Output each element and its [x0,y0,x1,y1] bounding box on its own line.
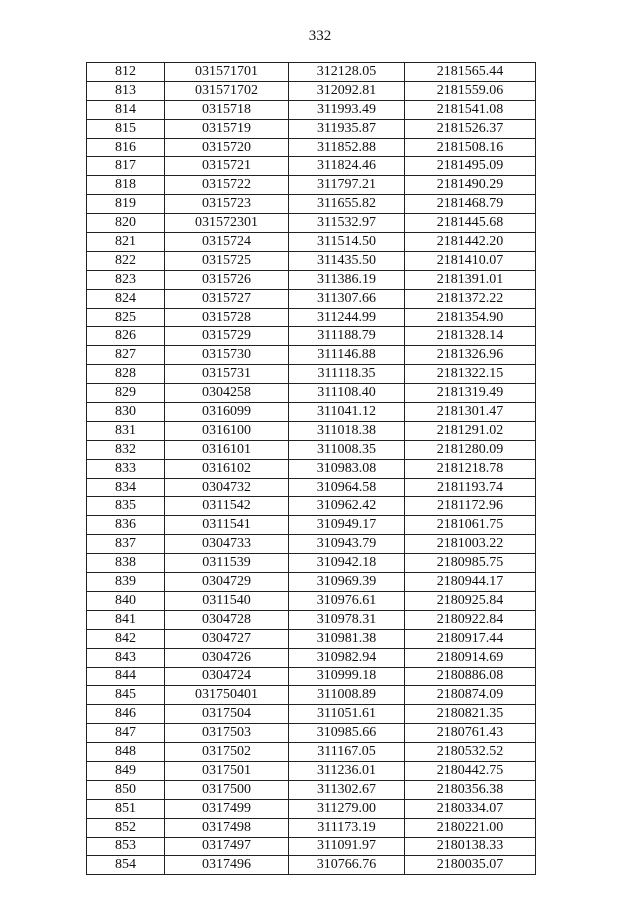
point-id-cell: 0316100 [165,421,289,440]
table-body [87,63,536,875]
row-number-cell: 850 [87,780,165,799]
point-id-cell: 0317500 [165,780,289,799]
table-row [87,648,536,667]
coordinates-table [86,62,536,875]
x-coordinate-cell: 311041.12 [289,403,405,422]
row-number-cell: 819 [87,195,165,214]
x-coordinate-cell: 311118.35 [289,365,405,384]
point-id-cell: 031750401 [165,686,289,705]
point-id-cell: 0315721 [165,157,289,176]
point-id-cell: 0317501 [165,761,289,780]
table-row [87,63,536,82]
row-number-cell: 825 [87,308,165,327]
y-coordinate-cell: 2181526.37 [405,119,536,138]
row-number-cell: 823 [87,270,165,289]
table-row [87,214,536,233]
x-coordinate-cell: 311173.19 [289,818,405,837]
point-id-cell: 0304726 [165,648,289,667]
table-row [87,780,536,799]
x-coordinate-cell: 312092.81 [289,81,405,100]
row-number-cell: 828 [87,365,165,384]
y-coordinate-cell: 2181301.47 [405,403,536,422]
table-row [87,591,536,610]
y-coordinate-cell: 2181061.75 [405,516,536,535]
x-coordinate-cell: 311008.89 [289,686,405,705]
y-coordinate-cell: 2180985.75 [405,554,536,573]
point-id-cell: 0315719 [165,119,289,138]
table-row [87,610,536,629]
y-coordinate-cell: 2180035.07 [405,856,536,875]
table-row [87,497,536,516]
row-number-cell: 820 [87,214,165,233]
table-row [87,384,536,403]
point-id-cell: 0311542 [165,497,289,516]
point-id-cell: 0316101 [165,440,289,459]
table-row [87,233,536,252]
point-id-cell: 031572301 [165,214,289,233]
table-row [87,554,536,573]
table-row [87,270,536,289]
point-id-cell: 0304733 [165,535,289,554]
row-number-cell: 817 [87,157,165,176]
x-coordinate-cell: 311993.49 [289,100,405,119]
y-coordinate-cell: 2181541.08 [405,100,536,119]
x-coordinate-cell: 312128.05 [289,63,405,82]
row-number-cell: 832 [87,440,165,459]
x-coordinate-cell: 311008.35 [289,440,405,459]
point-id-cell: 0311541 [165,516,289,535]
table-row [87,195,536,214]
y-coordinate-cell: 2180922.84 [405,610,536,629]
point-id-cell: 0315730 [165,346,289,365]
row-number-cell: 814 [87,100,165,119]
point-id-cell: 0304727 [165,629,289,648]
y-coordinate-cell: 2181003.22 [405,535,536,554]
point-id-cell: 0315728 [165,308,289,327]
point-id-cell: 0317498 [165,818,289,837]
y-coordinate-cell: 2180914.69 [405,648,536,667]
x-coordinate-cell: 310964.58 [289,478,405,497]
x-coordinate-cell: 310949.17 [289,516,405,535]
y-coordinate-cell: 2180874.09 [405,686,536,705]
x-coordinate-cell: 311091.97 [289,837,405,856]
table-row [87,478,536,497]
table-row [87,573,536,592]
table-row [87,535,536,554]
point-id-cell: 0304728 [165,610,289,629]
x-coordinate-cell: 311236.01 [289,761,405,780]
point-id-cell: 0315718 [165,100,289,119]
table-row [87,743,536,762]
x-coordinate-cell: 310976.61 [289,591,405,610]
y-coordinate-cell: 2180334.07 [405,799,536,818]
table-row [87,176,536,195]
x-coordinate-cell: 310978.31 [289,610,405,629]
point-id-cell: 0315726 [165,270,289,289]
row-number-cell: 833 [87,459,165,478]
table-row [87,856,536,875]
x-coordinate-cell: 311435.50 [289,251,405,270]
x-coordinate-cell: 310969.39 [289,573,405,592]
y-coordinate-cell: 2181372.22 [405,289,536,308]
x-coordinate-cell: 311797.21 [289,176,405,195]
table-row [87,667,536,686]
row-number-cell: 835 [87,497,165,516]
y-coordinate-cell: 2181326.96 [405,346,536,365]
y-coordinate-cell: 2181280.09 [405,440,536,459]
row-number-cell: 812 [87,63,165,82]
row-number-cell: 839 [87,573,165,592]
y-coordinate-cell: 2181565.44 [405,63,536,82]
y-coordinate-cell: 2181468.79 [405,195,536,214]
page-number: 332 [308,28,332,44]
x-coordinate-cell: 311167.05 [289,743,405,762]
x-coordinate-cell: 310981.38 [289,629,405,648]
row-number-cell: 854 [87,856,165,875]
x-coordinate-cell: 311307.66 [289,289,405,308]
table-row [87,459,536,478]
y-coordinate-cell: 2181354.90 [405,308,536,327]
table-row [87,346,536,365]
point-id-cell: 0311539 [165,554,289,573]
point-id-cell: 0304724 [165,667,289,686]
row-number-cell: 852 [87,818,165,837]
y-coordinate-cell: 2180138.33 [405,837,536,856]
point-id-cell: 0315727 [165,289,289,308]
point-id-cell: 0317504 [165,705,289,724]
row-number-cell: 831 [87,421,165,440]
y-coordinate-cell: 2180761.43 [405,724,536,743]
x-coordinate-cell: 310962.42 [289,497,405,516]
row-number-cell: 840 [87,591,165,610]
row-number-cell: 813 [87,81,165,100]
point-id-cell: 0317499 [165,799,289,818]
row-number-cell: 841 [87,610,165,629]
x-coordinate-cell: 310943.79 [289,535,405,554]
point-id-cell: 0316102 [165,459,289,478]
y-coordinate-cell: 2180356.38 [405,780,536,799]
row-number-cell: 834 [87,478,165,497]
row-number-cell: 836 [87,516,165,535]
row-number-cell: 821 [87,233,165,252]
table-row [87,403,536,422]
x-coordinate-cell: 311852.88 [289,138,405,157]
table-row [87,516,536,535]
x-coordinate-cell: 311018.38 [289,421,405,440]
table-row [87,289,536,308]
row-number-cell: 830 [87,403,165,422]
table-row [87,365,536,384]
row-number-cell: 845 [87,686,165,705]
x-coordinate-cell: 311051.61 [289,705,405,724]
y-coordinate-cell: 2180925.84 [405,591,536,610]
table-row [87,818,536,837]
table-row [87,157,536,176]
x-coordinate-cell: 311188.79 [289,327,405,346]
point-id-cell: 0317497 [165,837,289,856]
table-row [87,724,536,743]
row-number-cell: 818 [87,176,165,195]
y-coordinate-cell: 2181445.68 [405,214,536,233]
row-number-cell: 829 [87,384,165,403]
y-coordinate-cell: 2181490.29 [405,176,536,195]
row-number-cell: 815 [87,119,165,138]
x-coordinate-cell: 310985.66 [289,724,405,743]
x-coordinate-cell: 311244.99 [289,308,405,327]
x-coordinate-cell: 311279.00 [289,799,405,818]
row-number-cell: 843 [87,648,165,667]
point-id-cell: 0304732 [165,478,289,497]
point-id-cell: 0315724 [165,233,289,252]
point-id-cell: 0315729 [165,327,289,346]
y-coordinate-cell: 2181291.02 [405,421,536,440]
point-id-cell: 0315720 [165,138,289,157]
point-id-cell: 0317496 [165,856,289,875]
table-row [87,308,536,327]
y-coordinate-cell: 2180221.00 [405,818,536,837]
row-number-cell: 844 [87,667,165,686]
table-row [87,799,536,818]
table-row [87,761,536,780]
point-id-cell: 0304729 [165,573,289,592]
row-number-cell: 826 [87,327,165,346]
point-id-cell: 0315723 [165,195,289,214]
table-row [87,327,536,346]
point-id-cell: 031571702 [165,81,289,100]
table-row [87,837,536,856]
table-row [87,138,536,157]
x-coordinate-cell: 311108.40 [289,384,405,403]
table-row [87,251,536,270]
x-coordinate-cell: 310982.94 [289,648,405,667]
point-id-cell: 0315725 [165,251,289,270]
y-coordinate-cell: 2181172.96 [405,497,536,516]
y-coordinate-cell: 2181508.16 [405,138,536,157]
x-coordinate-cell: 311146.88 [289,346,405,365]
row-number-cell: 846 [87,705,165,724]
x-coordinate-cell: 311824.46 [289,157,405,176]
point-id-cell: 0317502 [165,743,289,762]
row-number-cell: 851 [87,799,165,818]
x-coordinate-cell: 310942.18 [289,554,405,573]
row-number-cell: 847 [87,724,165,743]
row-number-cell: 824 [87,289,165,308]
y-coordinate-cell: 2180821.35 [405,705,536,724]
y-coordinate-cell: 2180944.17 [405,573,536,592]
row-number-cell: 842 [87,629,165,648]
row-number-cell: 848 [87,743,165,762]
row-number-cell: 837 [87,535,165,554]
row-number-cell: 827 [87,346,165,365]
x-coordinate-cell: 311532.97 [289,214,405,233]
y-coordinate-cell: 2181322.15 [405,365,536,384]
x-coordinate-cell: 311514.50 [289,233,405,252]
y-coordinate-cell: 2181559.06 [405,81,536,100]
table-row [87,440,536,459]
point-id-cell: 0315722 [165,176,289,195]
y-coordinate-cell: 2181495.09 [405,157,536,176]
y-coordinate-cell: 2181410.07 [405,251,536,270]
y-coordinate-cell: 2180442.75 [405,761,536,780]
x-coordinate-cell: 311302.67 [289,780,405,799]
table-row [87,100,536,119]
row-number-cell: 849 [87,761,165,780]
point-id-cell: 0317503 [165,724,289,743]
point-id-cell: 0311540 [165,591,289,610]
y-coordinate-cell: 2181193.74 [405,478,536,497]
table-row [87,421,536,440]
row-number-cell: 816 [87,138,165,157]
point-id-cell: 0315731 [165,365,289,384]
table-row [87,119,536,138]
y-coordinate-cell: 2180917.44 [405,629,536,648]
y-coordinate-cell: 2181218.78 [405,459,536,478]
table-row [87,629,536,648]
point-id-cell: 0316099 [165,403,289,422]
y-coordinate-cell: 2181328.14 [405,327,536,346]
row-number-cell: 838 [87,554,165,573]
point-id-cell: 031571701 [165,63,289,82]
x-coordinate-cell: 310766.76 [289,856,405,875]
y-coordinate-cell: 2181442.20 [405,233,536,252]
y-coordinate-cell: 2181319.49 [405,384,536,403]
table-row [87,686,536,705]
y-coordinate-cell: 2180532.52 [405,743,536,762]
y-coordinate-cell: 2180886.08 [405,667,536,686]
x-coordinate-cell: 311935.87 [289,119,405,138]
row-number-cell: 822 [87,251,165,270]
x-coordinate-cell: 310999.18 [289,667,405,686]
table-row [87,705,536,724]
table-row [87,81,536,100]
x-coordinate-cell: 311386.19 [289,270,405,289]
y-coordinate-cell: 2181391.01 [405,270,536,289]
point-id-cell: 0304258 [165,384,289,403]
x-coordinate-cell: 310983.08 [289,459,405,478]
x-coordinate-cell: 311655.82 [289,195,405,214]
row-number-cell: 853 [87,837,165,856]
